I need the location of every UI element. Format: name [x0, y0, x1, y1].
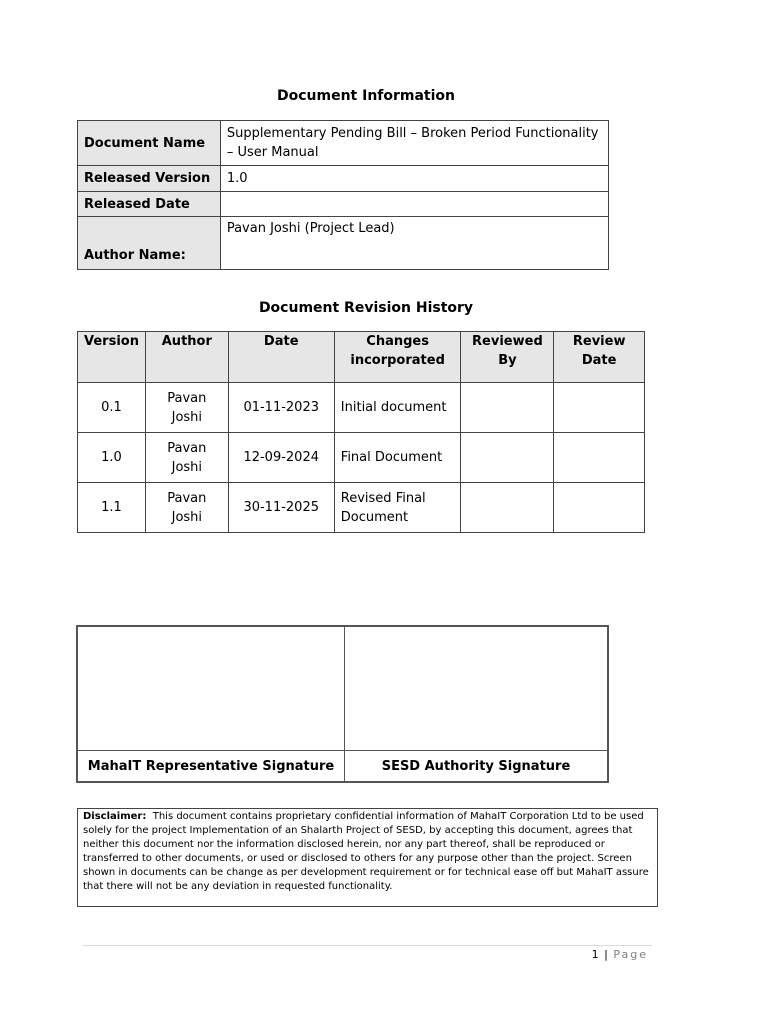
- revision-history-table: [77, 331, 645, 533]
- cell-author: Pavan Joshi: [145, 383, 228, 433]
- cell-changes: Initial document: [334, 383, 461, 433]
- cell-date: 01-11-2023: [228, 383, 334, 433]
- cell-changes: Revised Final Document: [334, 483, 461, 533]
- table-row: [78, 192, 609, 217]
- col-date: Date: [228, 332, 334, 383]
- table-row: [78, 483, 645, 533]
- signature-table: [76, 625, 609, 783]
- sesd-signature-area: [345, 626, 609, 751]
- revision-history-heading: Document Revision History: [258, 300, 474, 316]
- page-footer: [592, 948, 648, 961]
- cell-review-date: [554, 483, 645, 533]
- released-version-label: Released Version: [78, 166, 221, 192]
- released-date-value: [220, 192, 608, 217]
- cell-review-date: [554, 383, 645, 433]
- col-author: Author: [145, 332, 228, 383]
- cell-reviewed-by: [461, 433, 554, 483]
- doc-name-value: Supplementary Pending Bill – Broken Period Functionality – User Manual: [220, 121, 608, 166]
- footer-divider: [82, 945, 652, 946]
- disclaimer-label: Disclaimer:: [83, 811, 147, 822]
- doc-name-label: Document Name: [78, 121, 221, 166]
- footer-separator: |: [604, 948, 608, 961]
- disclaimer-box: [77, 808, 658, 907]
- cell-author: Pavan Joshi: [145, 433, 228, 483]
- mahait-signature-area: [77, 626, 345, 751]
- col-version: Version: [78, 332, 146, 383]
- cell-version: 1.1: [78, 483, 146, 533]
- cell-author: Pavan Joshi: [145, 483, 228, 533]
- signature-label-row: [77, 751, 608, 783]
- doc-info-heading: Document Information: [276, 88, 456, 104]
- page-number: 1: [591, 948, 599, 961]
- table-row: [78, 121, 609, 166]
- col-changes: Changes incorporated: [334, 332, 461, 383]
- table-header-row: [78, 332, 645, 383]
- author-name-value: Pavan Joshi (Project Lead): [220, 217, 608, 270]
- table-row: [78, 166, 609, 192]
- author-name-label: Author Name:: [78, 217, 221, 270]
- col-reviewed-by: Reviewed By: [461, 332, 554, 383]
- cell-changes: Final Document: [334, 433, 461, 483]
- col-review-date: Review Date: [554, 332, 645, 383]
- cell-version: 0.1: [78, 383, 146, 433]
- released-date-label: Released Date: [78, 192, 221, 217]
- cell-reviewed-by: [461, 383, 554, 433]
- table-row: [78, 383, 645, 433]
- disclaimer-text: This document contains proprietary confidential information of MahaIT Corporation Ltd to be used solely for the project Implementation of an Shalarth Project of SESD, by accepting this document, agrees that neither this document nor the information disclosed herein, nor any part thereof, shall be reproduced or transferred to other documents, or used or disclosed to others for any purpose other than the project. Screen shown in documents can be change as per development requirement or for technical ease off but MahaIT assure that there will not be any deviation in requested functionality.: [83, 811, 649, 892]
- page-word: Page: [613, 948, 648, 961]
- cell-version: 1.0: [78, 433, 146, 483]
- released-version-value: 1.0: [220, 166, 608, 192]
- table-row: [78, 433, 645, 483]
- signature-blank-row: [77, 626, 608, 751]
- doc-info-table: [77, 120, 609, 270]
- cell-date: 30-11-2025: [228, 483, 334, 533]
- cell-date: 12-09-2024: [228, 433, 334, 483]
- mahait-signature-label: MahaIT Representative Signature: [77, 751, 345, 783]
- table-row: [78, 217, 609, 270]
- cell-review-date: [554, 433, 645, 483]
- cell-reviewed-by: [461, 483, 554, 533]
- sesd-signature-label: SESD Authority Signature: [345, 751, 609, 783]
